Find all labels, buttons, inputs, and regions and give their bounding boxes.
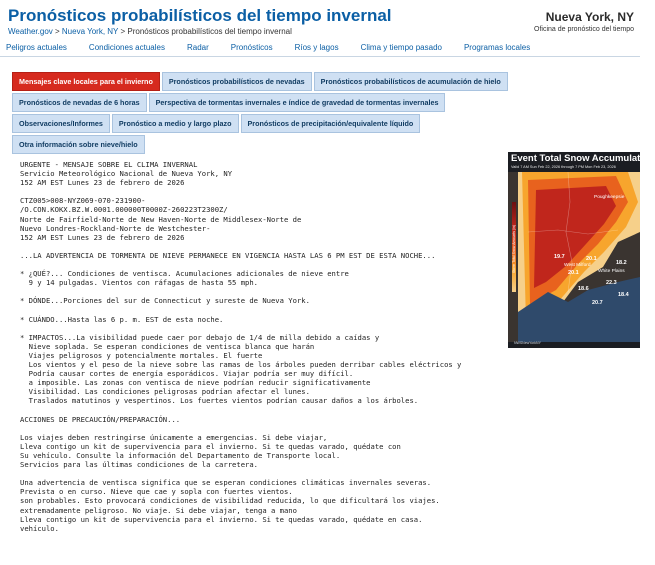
bulletin-line: /O.CON.KOKX.BZ.W.0001.000000T0000Z-260223T2300Z/ [20, 205, 228, 215]
snow-amount-label: 22.3 [606, 280, 617, 286]
snow-amount-label: 20.1 [568, 270, 579, 276]
breadcrumb-separator: > [52, 27, 62, 36]
tab-row [12, 93, 632, 112]
bulletin-line: URGENTE - MENSAJE SOBRE EL CLIMA INVERNAL [20, 160, 198, 169]
bulletin-line: * IMPACTOS...La visibilidad puede caer por debajo de 1/4 de milla debido a caídas y [20, 332, 380, 342]
bulletin-line: Los vientos y el peso de la nieve sobre las ramas de los árboles pueden derribar cables eléctricos y [20, 360, 462, 370]
bulletin-line: Norte de Fairfield-Norte de New Haven-Norte de Middlesex-Norte de [20, 214, 302, 224]
tab-mensajes-clave[interactable]: Mensajes clave locales para el invierno [12, 72, 160, 91]
bulletin-line: Nuevo Londres-Rockland-Norte de Westchester- [20, 223, 211, 233]
snow-amount-label: 18.4 [618, 292, 629, 298]
breadcrumb-office[interactable]: Nueva York, NY [61, 27, 119, 36]
bulletin-line: Una advertencia de ventisca significa que se esperan condiciones climáticas invernales severas. [20, 478, 432, 488]
office-name: Nueva York, NY [545, 10, 634, 24]
breadcrumb-separator: > [118, 27, 128, 36]
bulletin-line: * DÓNDE...Porciones del sur de Connecticut y sureste de Nueva York. [20, 296, 310, 306]
map-subtitle: Valid 7 AM Sun Feb 22, 2026 through 7 PM Mon Feb 23, 2026 [511, 165, 616, 169]
nav-condiciones-actuales[interactable]: Condiciones actuales [88, 42, 165, 52]
breadcrumb-weather-gov[interactable]: Weather.gov [8, 27, 53, 36]
tab-row [12, 72, 632, 91]
nav-peligros-actuales[interactable]: Peligros actuales [6, 42, 67, 52]
breadcrumb-current: Pronósticos probabilísticos del tiempo invernal [127, 27, 292, 36]
bulletin-line: 152 AM EST Lunes 23 de febrero de 2026 [20, 178, 185, 188]
tab-precipitacion[interactable]: Pronósticos de precipitación/equivalente líquido [241, 114, 421, 133]
bulletin-line: vehículo. [20, 523, 59, 533]
bulletin-line: Visibilidad. Las condiciones peligrosas podrían afectar el lunes. [20, 387, 310, 397]
bulletin-line: * ¿QUÉ?... Condiciones de ventisca. Acumulaciones adicionales de nieve entre [20, 269, 349, 279]
snow-amount-label: 18.6 [578, 286, 589, 292]
bulletin-line: son probables. Esto provocará condiciones de visibilidad reducida, lo que dificultará los viajes. [20, 496, 440, 506]
snow-accumulation-map[interactable] [508, 152, 655, 348]
tab-otra-informacion[interactable]: Otra información sobre nieve/hielo [12, 135, 145, 154]
bulletin-line: 9 y 14 pulgadas. Vientos con ráfagas de hasta 55 mph. [20, 278, 258, 288]
nav-clima-pasado[interactable]: Clima y tiempo pasado [360, 42, 442, 52]
snow-amount-label: 20.1 [586, 256, 597, 262]
tab-observaciones[interactable]: Observaciones/Informes [12, 114, 110, 133]
snow-amount-label: 20.7 [592, 300, 603, 306]
bulletin-line: Servicio Meteorológico Nacional de Nueva York, NY [20, 169, 233, 179]
bulletin-line: Podría causar cortes de energía esporádicos. Viajar podría ser muy difícil. [20, 369, 354, 379]
nav-radar[interactable]: Radar [186, 42, 209, 52]
tab-nevadas-6-horas[interactable]: Pronósticos de nevadas de 6 horas [12, 93, 147, 112]
bulletin-line: Viajes peligrosos y potencialmente mortales. El fuerte [20, 350, 263, 360]
office-subtitle: Oficina de pronóstico del tiempo [534, 26, 634, 33]
nav-programas-locales[interactable]: Programas locales [463, 42, 531, 52]
tab-nevadas-probabilisticas[interactable]: Pronósticos probabilísticos de nevadas [162, 72, 312, 91]
bulletin-line: Nieve soplada. Se esperan condiciones de ventisca blanca que harán [20, 341, 315, 351]
map-title: Event Total Snow Accumulation [511, 153, 655, 164]
bulletin-line: ...LA ADVERTENCIA DE TORMENTA DE NIEVE PERMANECE EN VIGENCIA HASTA LAS 6 PM EST DE ESTA NOCHE... [20, 250, 436, 260]
town-label: West Milford [564, 263, 591, 268]
bulletin-line: 152 AM EST Lunes 23 de febrero de 2026 [20, 232, 185, 242]
map-footer: NWSNewYorkNY [514, 341, 541, 345]
bulletin-line: CTZ005>008-NYZ069-070-231900- [20, 196, 146, 206]
snow-map-graphic [508, 172, 640, 342]
main-nav [0, 38, 640, 57]
bulletin-line: Traslados matutinos y vespertinos. Los fuertes vientos podrían causar daños a los árboles. [20, 396, 419, 406]
snow-amount-label: 19.7 [554, 254, 565, 260]
nav-rios-y-lagos[interactable]: Ríos y lagos [294, 42, 339, 52]
bulletin-line: Su vehículo. Consulte la información del Departamento de Transporte local. [20, 451, 341, 460]
bulletin-line: Prevista o en curso. Nieve que cae y sopla con fuertes vientos. [20, 487, 293, 497]
bulletin-line: extremadamente peligroso. No viaje. Si debe viajar, tenga a mano [20, 505, 297, 515]
bulletin-line: Lleva contigo un kit de supervivencia para el invierno. Si te quedas varado, quédate con [20, 441, 401, 451]
bulletin-line: ACCIONES DE PRECAUCIÓN/PREPARACIÓN... [20, 414, 181, 424]
bulletin-line: * CUÁNDO...Hasta las 6 p. m. EST de esta noche. [20, 314, 224, 324]
page-title: Pronósticos probabilísticos del tiempo invernal [8, 6, 392, 25]
bulletin-line: Lleva contigo un kit de supervivencia para el invierno. Si te quedas varado, quédate en casa. [20, 514, 423, 524]
office-info [534, 10, 634, 33]
tab-row [12, 114, 632, 133]
snow-amount-label: 18.2 [616, 260, 627, 266]
product-tabs [12, 72, 632, 156]
tab-acumulacion-hielo[interactable]: Pronósticos probabilísticos de acumulación de hielo [314, 72, 508, 91]
town-label: White Plains [598, 269, 625, 274]
bulletin-line: Servicios para las últimas condiciones de la carretera. [20, 460, 258, 470]
tab-medio-largo-plazo[interactable]: Pronóstico a medio y largo plazo [112, 114, 239, 133]
town-label: Poughkeepsie [594, 195, 625, 200]
nav-pronosticos[interactable]: Pronósticos [230, 42, 273, 52]
bulletin-line: Los viajes deben restringirse únicamente a emergencias. Si debe viajar, [20, 432, 328, 442]
map-legend-label: Storm Total Snow Amounts (in) [512, 225, 516, 273]
bulletin-line: a imposible. Las zonas con ventisca de nieve podrían reducir significativamente [20, 378, 371, 388]
tab-perspectiva-tormentas[interactable]: Perspectiva de tormentas invernales e índice de gravedad de tormentas invernales [149, 93, 446, 112]
winter-weather-bulletin [20, 160, 504, 533]
